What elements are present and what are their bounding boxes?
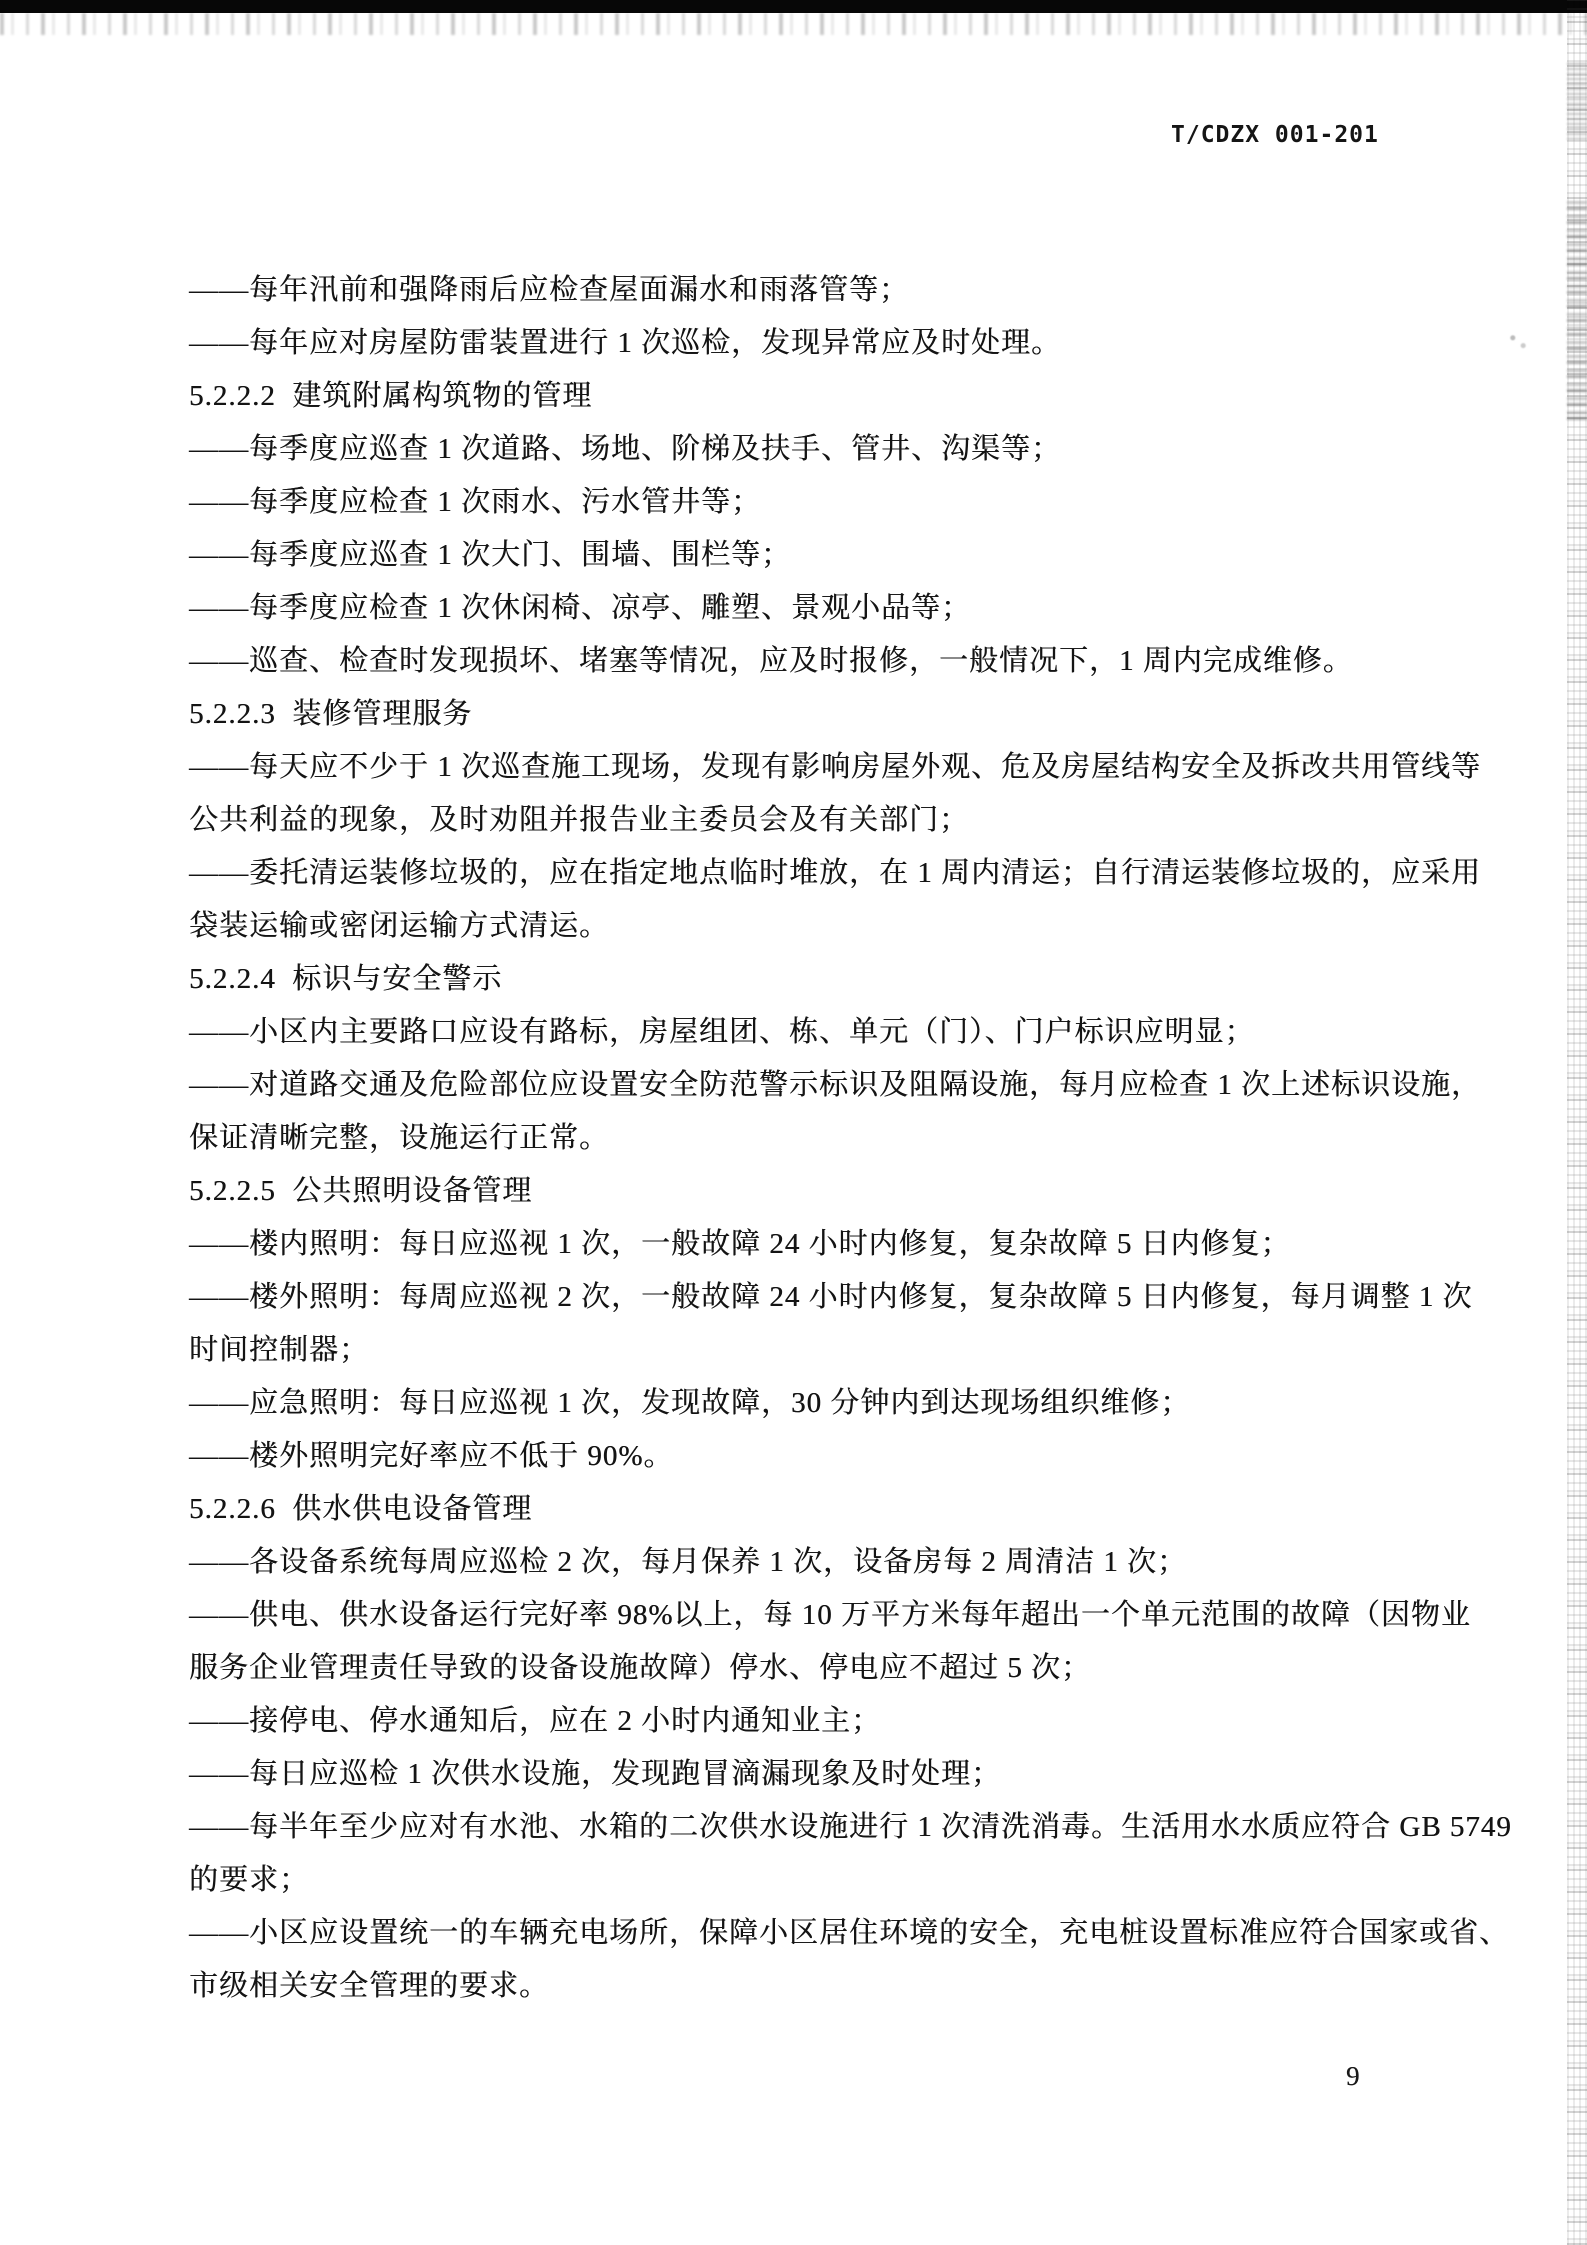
text-line: ——每季度应检查 1 次休闲椅、凉亭、雕塑、景观小品等； [189, 592, 972, 624]
text-line: ——每年汛前和强降雨后应检查屋面漏水和雨落管等； [189, 274, 910, 306]
text-line: ——接停电、停水通知后，应在 2 小时内通知业主； [189, 1705, 882, 1737]
text-line: 的要求； [189, 1864, 310, 1896]
text-line: ——每年应对房屋防雷装置进行 1 次巡检，发现异常应及时处理。 [189, 327, 1062, 359]
document-body-text [189, 264, 1519, 2013]
text-line: ——对道路交通及危险部位应设置安全防范警示标识及阻隔设施，每月应检查 1 次上述标识设施， [189, 1069, 1482, 1101]
scan-artifact-top-noise [0, 13, 1587, 35]
section-heading-line: 5.2.2.5 公共照明设备管理 [189, 1175, 533, 1207]
text-line: ——楼外照明：每周应巡视 2 次，一般故障 24 小时内修复，复杂故障 5 日内修复，每月调整 1 次 [189, 1281, 1473, 1313]
text-line: ——委托清运装修垃圾的，应在指定地点临时堆放，在 1 周内清运；自行清运装修垃圾的，应采用 [189, 857, 1482, 889]
document-code-header: T/CDZX 001-201 [1171, 122, 1379, 148]
text-line: 市级相关安全管理的要求。 [189, 1970, 550, 2002]
text-line: ——每季度应巡查 1 次道路、场地、阶梯及扶手、管井、沟渠等； [189, 433, 1062, 465]
text-line: 时间控制器； [189, 1334, 370, 1366]
section-heading-line: 5.2.2.6 供水供电设备管理 [189, 1493, 533, 1525]
text-line: ——楼外照明完好率应不低于 90%。 [189, 1440, 674, 1472]
section-heading-line: 5.2.2.2 建筑附属构筑物的管理 [189, 380, 593, 412]
section-heading-line: 5.2.2.4 标识与安全警示 [189, 963, 503, 995]
scan-artifact-top-bar [0, 0, 1587, 13]
text-line: ——供电、供水设备运行完好率 98%以上，每 10 万平方米每年超出一个单元范围的故障（因物业 [189, 1599, 1471, 1631]
text-line: ——每日应巡检 1 次供水设施，发现跑冒滴漏现象及时处理； [189, 1758, 1002, 1790]
text-line: 保证清晰完整，设施运行正常。 [189, 1122, 610, 1154]
section-heading-line: 5.2.2.3 装修管理服务 [189, 698, 473, 730]
text-line: ——楼内照明：每日应巡视 1 次，一般故障 24 小时内修复，复杂故障 5 日内修复； [189, 1228, 1291, 1260]
text-line: ——每季度应巡查 1 次大门、围墙、围栏等； [189, 539, 792, 571]
scan-artifact-right-edge [1567, 0, 1587, 2245]
text-line: 袋装运输或密闭运输方式清运。 [189, 910, 610, 942]
text-line: ——巡查、检查时发现损坏、堵塞等情况，应及时报修，一般情况下，1 周内完成维修。 [189, 645, 1353, 677]
text-line: ——小区应设置统一的车辆充电场所，保障小区居住环境的安全，充电桩设置标准应符合国家或省、 [189, 1917, 1510, 1949]
text-line: ——各设备系统每周应巡检 2 次，每月保养 1 次，设备房每 2 周清洁 1 次； [189, 1546, 1188, 1578]
text-line: ——每半年至少应对有水池、水箱的二次供水设施进行 1 次清洗消毒。生活用水水质应符合 GB 5749 [189, 1811, 1512, 1843]
text-line: ——每天应不少于 1 次巡查施工现场，发现有影响房屋外观、危及房屋结构安全及拆改共用管线等 [189, 751, 1482, 783]
text-line: 服务企业管理责任导致的设备设施故障）停水、停电应不超过 5 次； [189, 1652, 1092, 1684]
page-number: 9 [1346, 2061, 1360, 2091]
text-line: 公共利益的现象，及时劝阻并报告业主委员会及有关部门； [189, 804, 970, 836]
text-line: ——小区内主要路口应设有路标，房屋组团、栋、单元（门）、门户标识应明显； [189, 1016, 1255, 1048]
text-line: ——每季度应检查 1 次雨水、污水管井等； [189, 486, 762, 518]
text-line: ——应急照明：每日应巡视 1 次，发现故障，30 分钟内到达现场组织维修； [189, 1387, 1191, 1419]
